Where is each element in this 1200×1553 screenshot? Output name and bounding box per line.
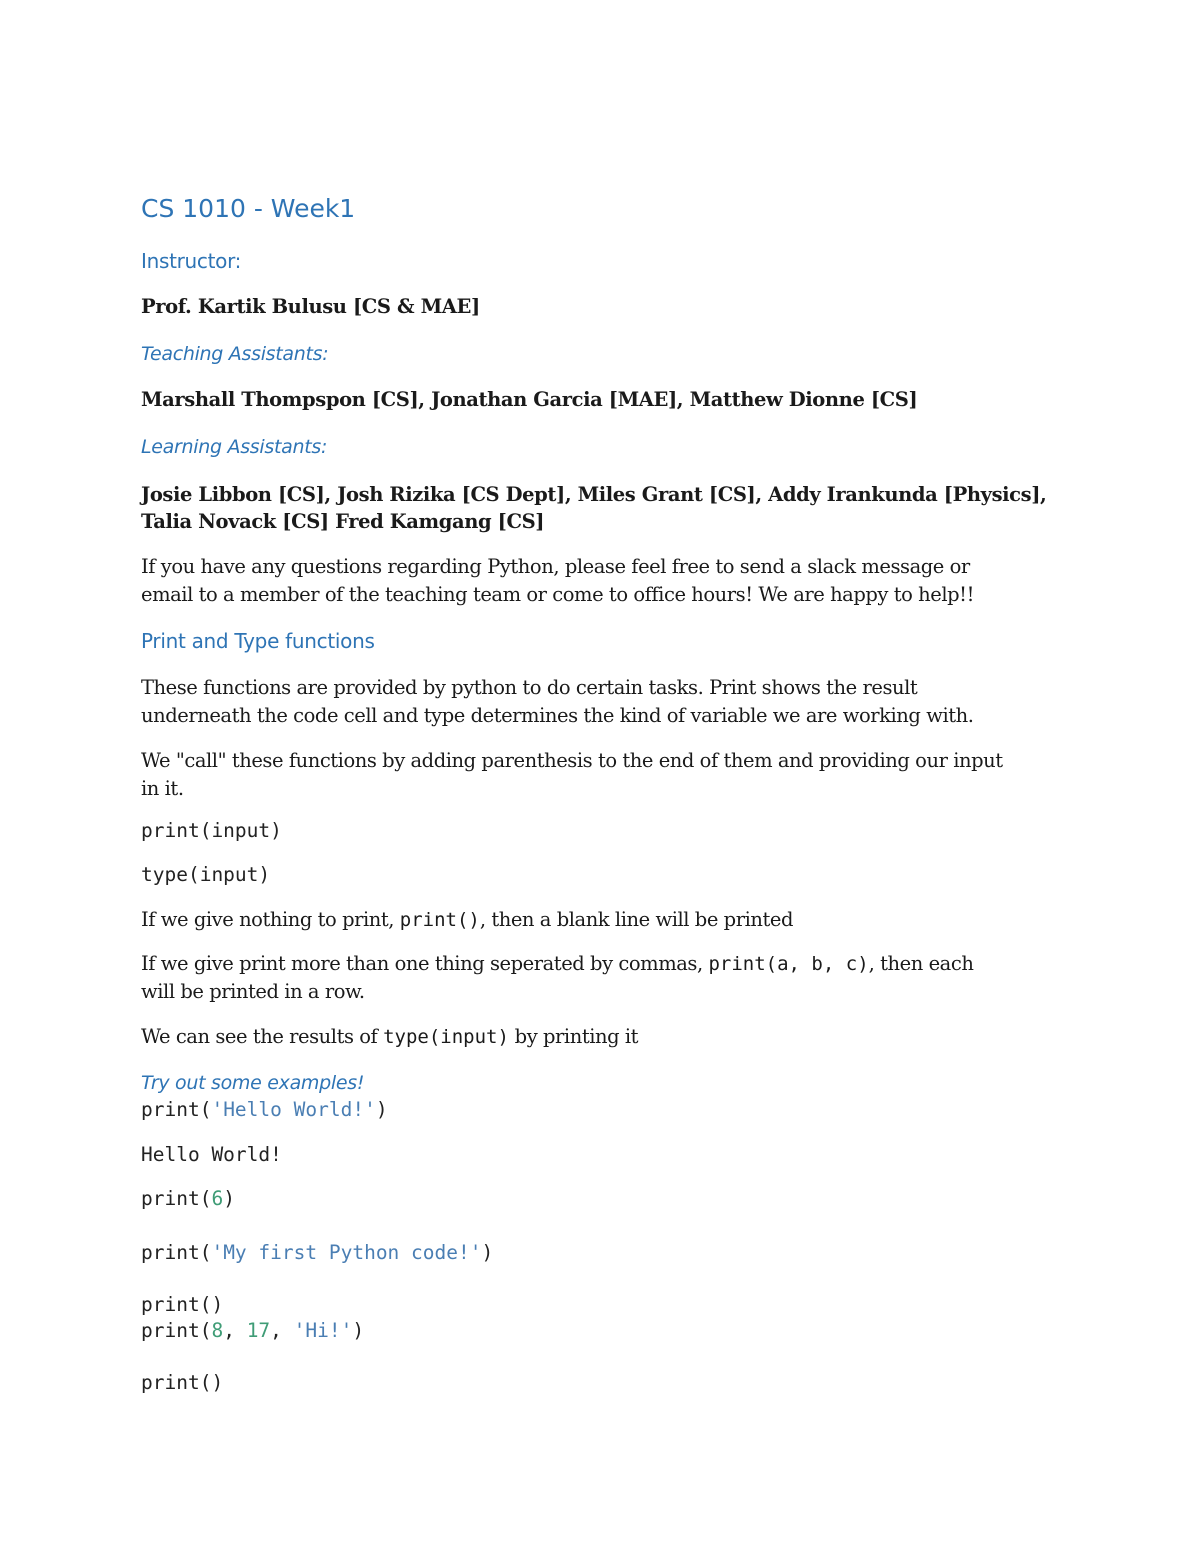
instructor-heading: Instructor: <box>141 249 242 273</box>
example-1-code <box>141 1097 388 1123</box>
call-paragraph <box>141 747 1003 803</box>
type-paragraph <box>141 1023 638 1051</box>
multi-inline-code: print(a, b, c) <box>708 953 869 975</box>
multi-arg-paragraph <box>141 950 973 1006</box>
multi-pre-text: If we give print more than one thing seperated by commas, <box>141 952 709 975</box>
code-string: 'My first Python code!' <box>211 1241 482 1264</box>
ta-names: Marshall Thompspon [CS], Jonathan Garcia [MAE], Matthew Dionne [CS] <box>141 388 918 411</box>
code-print-input: print(input) <box>141 819 282 842</box>
code-number: 6 <box>211 1187 224 1210</box>
call-line2: in it. <box>141 777 184 800</box>
example-5-code <box>141 1318 364 1344</box>
code-paren: ) <box>352 1319 365 1342</box>
la-heading: Learning Assistants: <box>141 436 328 458</box>
blank-line-paragraph <box>141 906 793 934</box>
examples-note: Try out some examples! <box>141 1072 365 1094</box>
help-paragraph <box>141 553 974 609</box>
code-fn: print( <box>141 1187 212 1210</box>
help-line1: If you have any questions regarding Python, please feel free to send a slack message or <box>141 555 970 578</box>
code-separator: , <box>270 1319 294 1342</box>
example-2-code <box>141 1186 235 1212</box>
code-type-input: type(input) <box>141 863 271 886</box>
blank-post-text: , then a blank line will be printed <box>479 908 793 931</box>
la-names-line1: Josie Libbon [CS], Josh Rizika [CS Dept], Miles Grant [CS], Addy Irankunda [Physics], <box>141 483 1047 506</box>
description-paragraph <box>141 674 973 730</box>
call-line1: We "call" these functions by adding parenthesis to the end of them and providing our input <box>141 749 1003 772</box>
page-title: CS 1010 - Week1 <box>141 194 356 223</box>
desc-line2: underneath the code cell and type determines the kind of variable we are working with. <box>141 704 974 727</box>
instructor-name: Prof. Kartik Bulusu [CS & MAE] <box>141 295 480 318</box>
help-line2: email to a member of the teaching team or come to office hours! We are happy to help!! <box>141 583 974 606</box>
type-post-text: by printing it <box>508 1025 639 1048</box>
code-separator: , <box>223 1319 247 1342</box>
code-number: 8 <box>211 1319 224 1342</box>
example-1-output: Hello World! <box>141 1143 282 1166</box>
section-heading: Print and Type functions <box>141 629 375 653</box>
blank-inline-code: print() <box>399 909 480 931</box>
code-string: 'Hi!' <box>293 1319 353 1342</box>
blank-pre-text: If we give nothing to print, <box>141 908 400 931</box>
code-number: 17 <box>246 1319 271 1342</box>
type-pre-text: We can see the results of <box>141 1025 384 1048</box>
example-4-code: print() <box>141 1293 224 1316</box>
multi-line2: will be printed in a row. <box>141 980 365 1003</box>
la-names <box>141 481 1046 535</box>
type-inline-code: type(input) <box>383 1026 509 1048</box>
code-paren: ) <box>481 1241 494 1264</box>
ta-heading: Teaching Assistants: <box>141 343 329 365</box>
code-fn: print( <box>141 1241 212 1264</box>
code-paren: ) <box>223 1187 235 1210</box>
code-string: 'Hello World!' <box>211 1098 376 1121</box>
code-fn: print( <box>141 1098 212 1121</box>
code-fn: print( <box>141 1319 212 1342</box>
desc-line1: These functions are provided by python to do certain tasks. Print shows the result <box>141 676 918 699</box>
example-6-code: print() <box>141 1371 224 1394</box>
code-paren: ) <box>375 1098 388 1121</box>
example-3-code <box>141 1240 493 1266</box>
multi-post-text: , then each <box>868 952 974 975</box>
la-names-line2: Talia Novack [CS] Fred Kamgang [CS] <box>141 510 545 533</box>
